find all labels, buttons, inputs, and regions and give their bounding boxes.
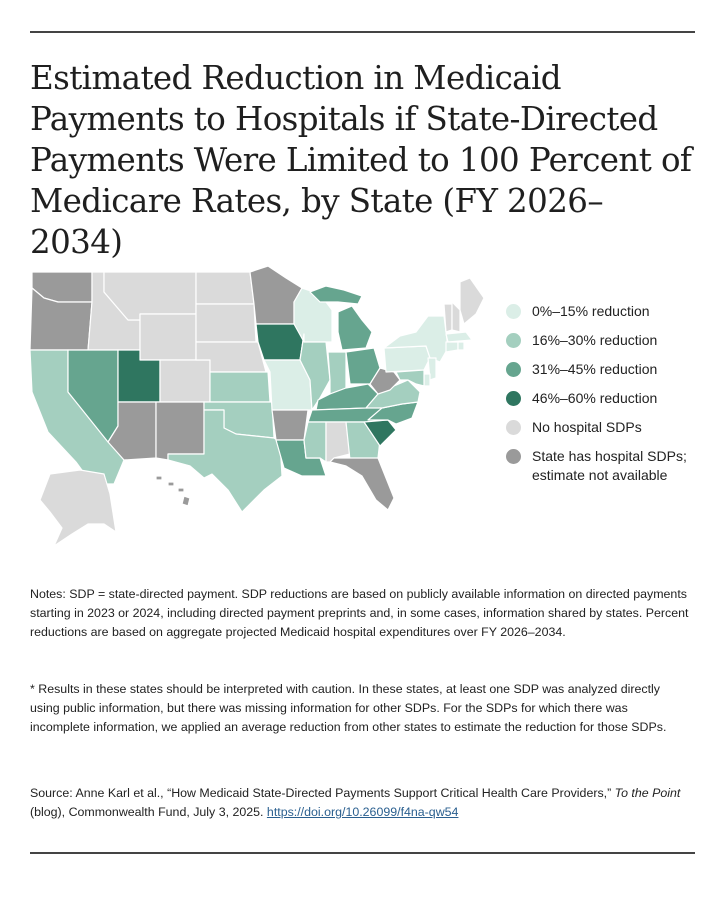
state-FL — [330, 458, 394, 510]
source-citation — [30, 784, 690, 822]
state-RI — [458, 342, 464, 350]
legend-label: No hospital SDPs — [532, 419, 642, 435]
legend-item-0-15 — [506, 302, 706, 321]
legend-label: 46%–60% reduction — [532, 390, 658, 406]
legend-label: 31%–45% reduction — [532, 361, 658, 377]
top-rule — [30, 31, 695, 33]
state-MS — [304, 422, 326, 462]
caution-footnote: * Results in these states should be interpreted with caution. In these states, at least one SDP was analyzed directly using public information, but there was missing information for other SDPs. For the SDPs for which there was incomplete information, we applied an average reduction from other states to estimate the reduction for those SDPs. — [30, 682, 667, 734]
legend-item-46-60 — [506, 389, 706, 408]
state-WY — [140, 314, 196, 360]
legend-swatch — [506, 391, 521, 406]
source-text: Source: Anne Karl et al., “How Medicaid State-Directed Payments Support Critical Health Care Providers,” — [30, 786, 615, 800]
state-AR — [272, 410, 308, 440]
state-ME — [460, 278, 484, 324]
state-KS — [210, 372, 270, 402]
notes-paragraph: Notes: SDP = state-directed payment. SDP reductions are based on publicly available information on directed payments starting in 2023 or 2024, including directed payment preprints and, in some cases, information shared by states. Percent reductions are based on aggregate projected Medicaid hospital expenditures over FY 2026–2034. — [30, 587, 689, 639]
source-text-2: (blog), Commonwealth Fund, July 3, 2025. — [30, 805, 267, 819]
legend-swatch — [506, 304, 521, 319]
source-blog-name: To the Point — [614, 786, 681, 800]
state-VT — [444, 304, 452, 332]
legend-item-31-45 — [506, 360, 706, 379]
legend-label: State has hospital SDPs; estimate not available — [532, 448, 687, 483]
legend-label: 16%–30% reduction — [532, 332, 658, 348]
legend-item-not-available — [506, 447, 706, 485]
chart-title: Estimated Reduction in Medicaid Payments to Hospitals if State-Directed Payments Were Limited to 100 Percent of Medicare Rates, by State (FY 2026–2034) — [30, 59, 692, 261]
state-NH — [452, 302, 460, 332]
state-IN — [328, 352, 346, 394]
legend-item-no-sdps — [506, 418, 706, 437]
state-SD — [196, 304, 256, 342]
legend-swatch — [506, 362, 521, 377]
state-MI — [338, 306, 372, 350]
state-MA — [446, 332, 472, 342]
legend-swatch — [506, 420, 521, 435]
legend-swatch — [506, 333, 521, 348]
legend-swatch — [506, 449, 521, 464]
state-CT — [446, 342, 458, 352]
legend-item-16-30 — [506, 331, 706, 350]
state-DE — [424, 374, 430, 386]
legend-label: 0%–15% reduction — [532, 303, 650, 319]
state-HI — [156, 476, 190, 506]
state-NM — [156, 402, 204, 460]
bottom-rule — [30, 852, 695, 854]
state-PA — [384, 346, 430, 372]
state-AK — [40, 470, 116, 546]
legend — [506, 302, 706, 495]
state-ND — [196, 272, 254, 304]
doi-link[interactable]: https://doi.org/10.26099/f4na-qw54 — [266, 805, 459, 819]
state-CO — [160, 360, 210, 402]
us-state-map — [28, 262, 498, 552]
